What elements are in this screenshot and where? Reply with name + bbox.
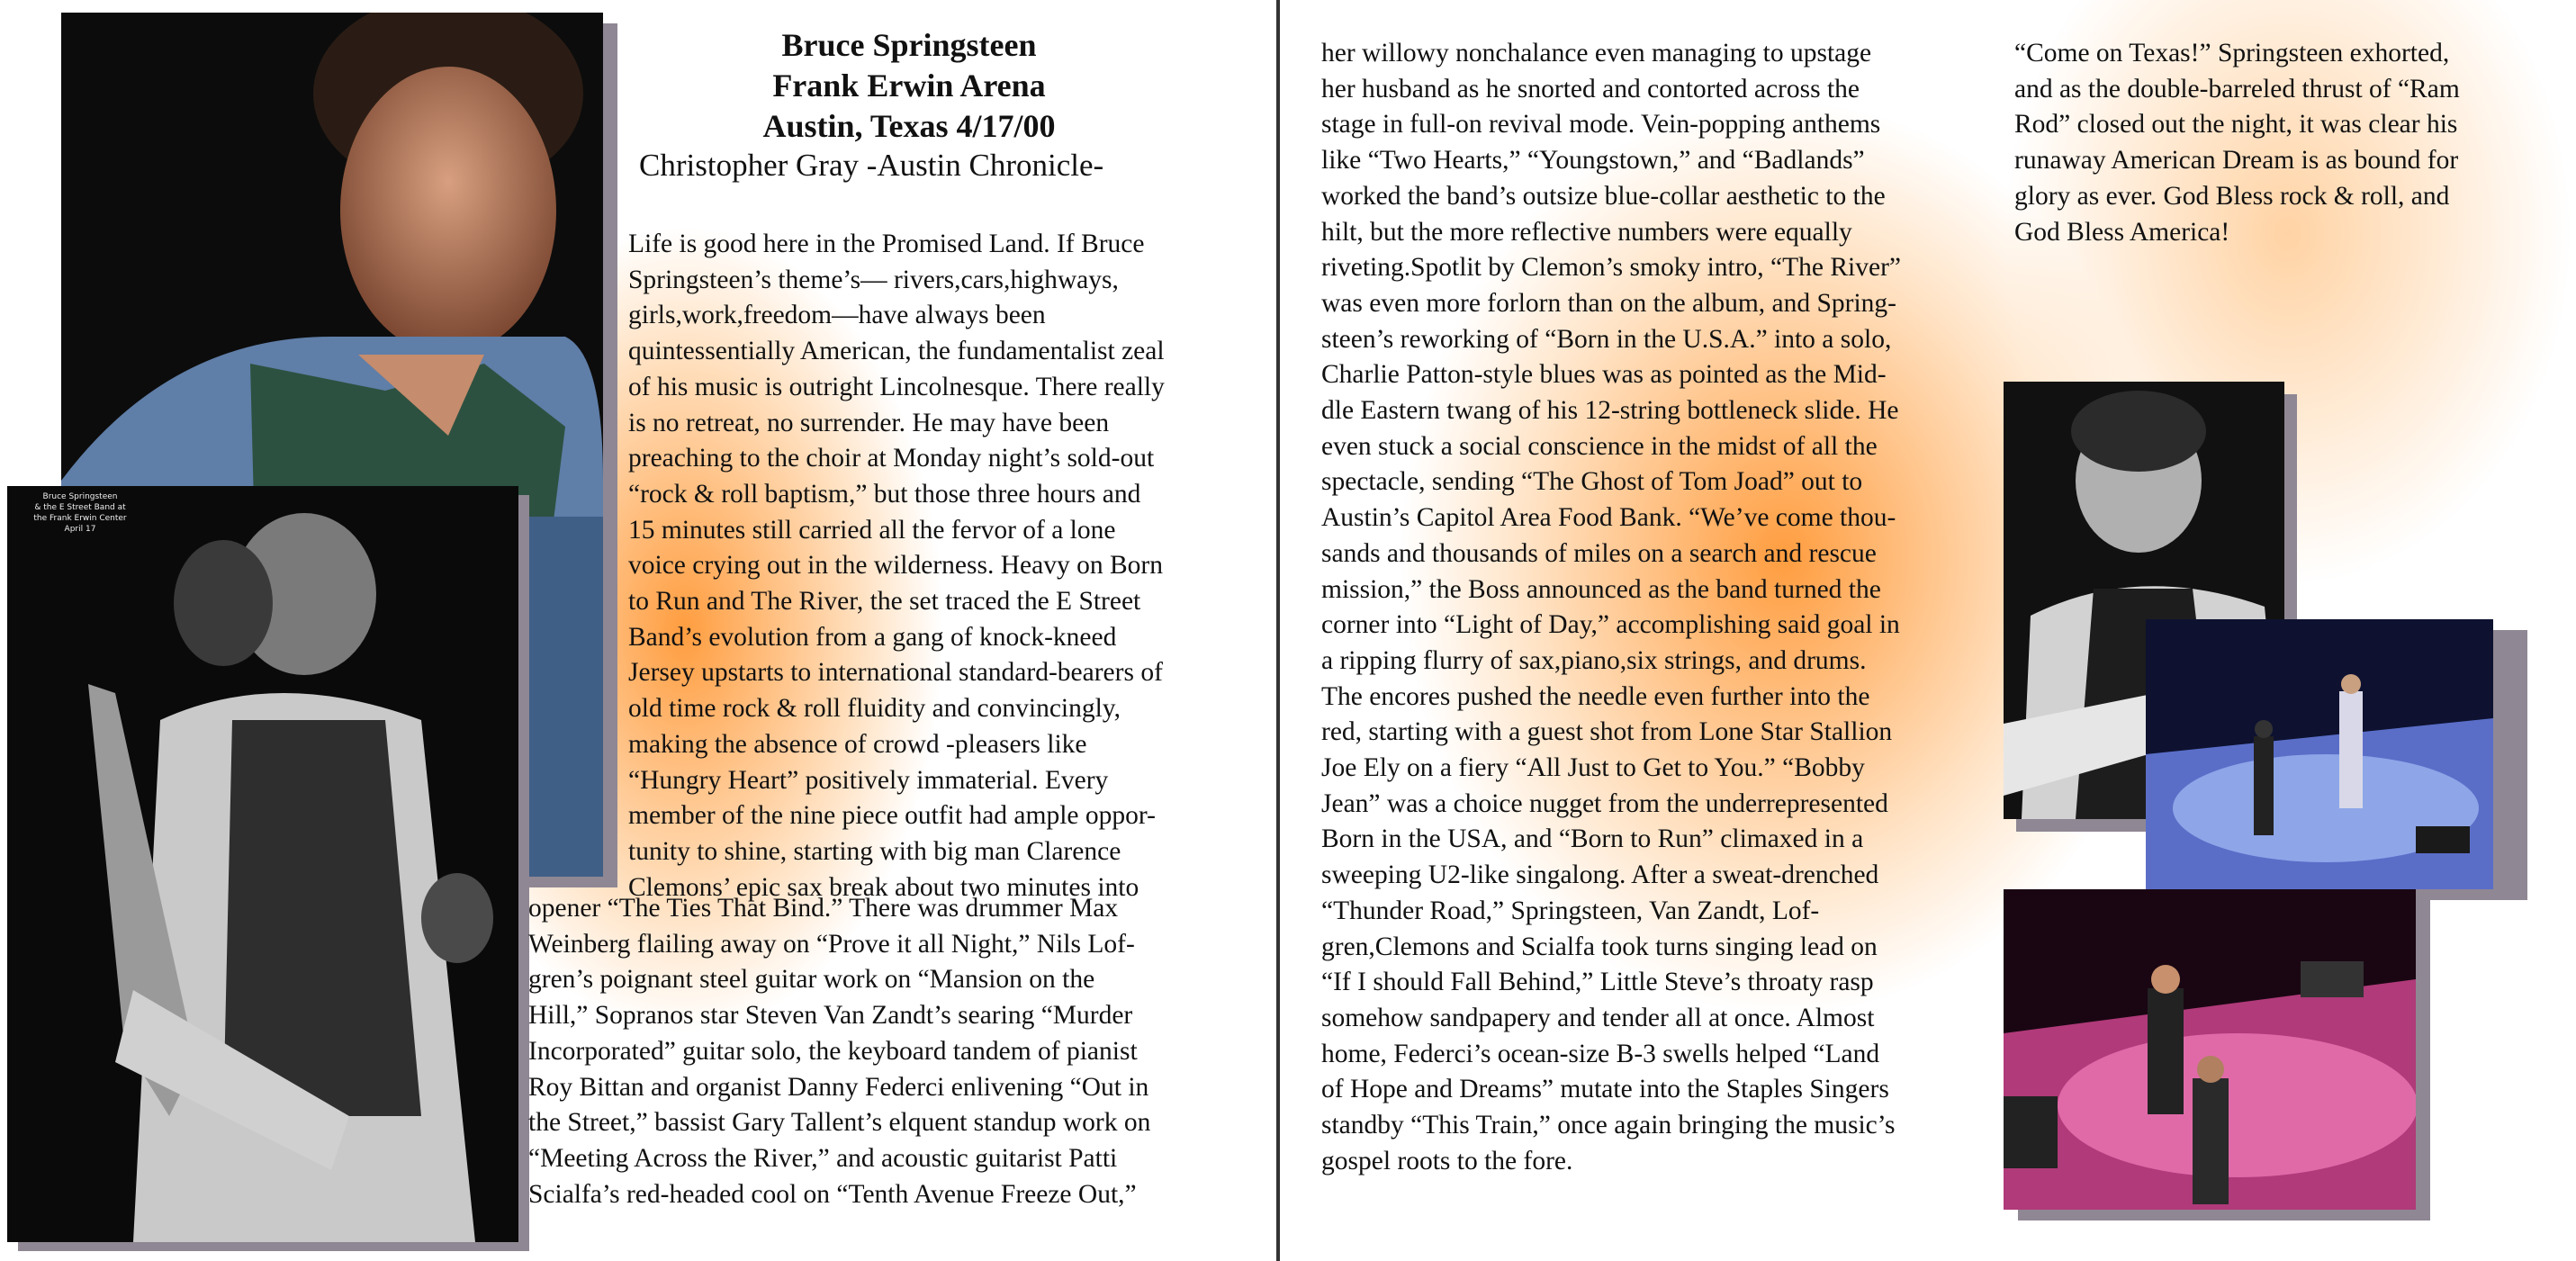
text-line: making the absence of crowd -pleasers like <box>628 729 1087 759</box>
text-line: Charlie Patton-style blues was as pointed as the Mid- <box>1321 360 1887 390</box>
text-line: Rod” closed out the night, it was clear his <box>2014 110 2458 140</box>
text-line: old time rock & roll fluidity and convincingly, <box>628 694 1121 724</box>
text-line: “rock & roll baptism,” but those three hours and <box>628 479 1141 509</box>
text-line: runaway American Dream is as bound for <box>2014 146 2459 176</box>
text-line: is no retreat, no surrender. He may have been <box>628 408 1110 437</box>
text-line: Springsteen’s theme’s— rivers,cars,highways, <box>628 265 1119 294</box>
photo-caption <box>13 491 148 535</box>
photo-stage-red <box>2004 889 2416 1210</box>
text-line: a ripping flurry of sax,piano,six strings, and drums. <box>1321 645 1867 675</box>
text-line: Born in the USA, and “Born to Run” climaxed in a <box>1321 824 1864 854</box>
text-line: Incorporated” guitar solo, the keyboard tandem of pianist <box>528 1036 1138 1066</box>
text-line: Clemons’ epic sax break about two minutes into <box>628 872 1139 902</box>
text-line: Jean” was a choice nugget from the underrepresented <box>1321 788 1888 818</box>
text-line: glory as ever. God Bless rock & roll, and <box>2014 181 2450 211</box>
text-line: 15 minutes still carried all the fervor of a lone <box>628 515 1116 545</box>
text-line: opener “The Ties That Bind.” There was drummer Max <box>528 894 1119 923</box>
article-body-column-2 <box>2014 36 2545 250</box>
text-line: preaching to the choir at Monday night’s sold-out <box>628 444 1155 473</box>
text-line: member of the nine piece outfit had ample oppor- <box>628 801 1156 831</box>
text-line: Life is good here in the Promised Land. If Bruce <box>628 230 1145 258</box>
text-line: Joe Ely on a fiery “All Just to Get to You.” “Bobby <box>1321 753 1865 783</box>
photo-caption-line: the Frank Erwin Center <box>33 514 127 523</box>
left-page <box>0 0 1276 1261</box>
photo-guitar-and-sax <box>7 486 518 1242</box>
article-body-lower <box>528 891 1244 1212</box>
header-city-date: Austin, Texas 4/17/00 <box>762 108 1056 144</box>
text-line: her husband as he snorted and contorted across the <box>1321 74 1860 104</box>
text-line: Band’s evolution from a gang of knock-kneed <box>628 622 1117 652</box>
text-line: sands and thousands of miles on a search and rescue <box>1321 538 1877 568</box>
text-line: of Hope and Dreams” mutate into the Staples Singers <box>1321 1075 1889 1104</box>
text-line: Jersey upstarts to international standard-bearers of <box>628 658 1163 688</box>
text-line: even stuck a social conscience in the midst of all the <box>1321 431 1878 461</box>
text-line: red, starting with a guest shot from Lone Star Stallion <box>1321 717 1893 747</box>
text-line: gren’s poignant steel guitar work on “Mansion on the <box>528 965 1095 995</box>
text-line: her willowy nonchalance even managing to upstage <box>1321 39 1872 68</box>
photo-caption-line: Bruce Springsteen <box>42 492 118 501</box>
text-line: corner into “Light of Day,” accomplishing said goal in <box>1321 610 1900 640</box>
text-line: the Street,” bassist Gary Tallent’s elquent standup work on <box>528 1108 1151 1138</box>
text-line: spectacle, sending “The Ghost of Tom Joad” out to <box>1321 467 1863 497</box>
text-line: was even more forlorn than on the album, and Spring- <box>1321 288 1897 318</box>
photo-stage-blue <box>2146 619 2493 889</box>
text-line: Scialfa’s red-headed cool on “Tenth Avenue Freeze Out,” <box>528 1179 1137 1209</box>
text-line: “If I should Fall Behind,” Little Steve’s throaty rasp <box>1321 968 1874 997</box>
article-body-upper <box>628 227 1237 905</box>
text-line: The encores pushed the needle even further into the <box>1321 681 1870 711</box>
text-line: God Bless America! <box>2014 217 2230 247</box>
text-line: somehow sandpapery and tender all at once. Almost <box>1321 1003 1875 1032</box>
text-line: Roy Bittan and organist Danny Federci enlivening “Out in <box>528 1072 1149 1102</box>
text-line: and as the double-barreled thrust of “Ram <box>2014 74 2460 104</box>
right-page <box>1280 0 2576 1261</box>
text-line: mission,” the Boss announced as the band turned the <box>1321 574 1881 604</box>
text-line: dle Eastern twang of his 12-string bottleneck slide. He <box>1321 396 1899 426</box>
text-line: gospel roots to the fore. <box>1321 1146 1573 1175</box>
article-body-column-1 <box>1321 36 2023 1180</box>
text-line: of his music is outright Lincolnesque. There really <box>628 372 1165 401</box>
text-line: Austin’s Capitol Area Food Bank. “We’ve come thou- <box>1321 503 1896 533</box>
text-line: voice crying out in the wilderness. Heavy on Born <box>628 551 1163 581</box>
byline: Christopher Gray -Austin Chronicle- <box>639 148 1104 183</box>
text-line: like “Two Hearts,” “Youngstown,” and “Badlands” <box>1321 146 1865 176</box>
text-line: standby “This Train,” once again bringing the music’s <box>1321 1111 1896 1140</box>
header-artist: Bruce Springsteen <box>781 27 1037 63</box>
photo-caption-line: & the E Street Band at <box>34 503 126 512</box>
text-line: “Come on Texas!” Springsteen exhorted, <box>2014 39 2450 68</box>
text-line: to Run and The River, the set traced the E Street <box>628 587 1141 617</box>
text-line: tunity to shine, starting with big man Clarence <box>628 836 1121 866</box>
article-header <box>630 25 1188 147</box>
text-line: sweeping U2-like singalong. After a sweat-drenched <box>1321 860 1879 890</box>
text-line: “Meeting Across the River,” and acoustic guitarist Patti <box>528 1143 1118 1173</box>
text-line: riveting.Spotlit by Clemon’s smoky intro, “The River” <box>1321 253 1902 283</box>
text-line: hilt, but the more reflective numbers were equally <box>1321 217 1852 247</box>
text-line: quintessentially American, the fundamentalist zeal <box>628 337 1165 366</box>
text-line: home, Federci’s ocean-size B-3 swells helped “Land <box>1321 1039 1880 1068</box>
text-line: “Hungry Heart” positively immaterial. Every <box>628 765 1109 795</box>
text-line: Weinberg flailing away on “Prove it all Night,” Nils Lof- <box>528 929 1135 959</box>
header-venue: Frank Erwin Arena <box>772 68 1046 104</box>
text-line: worked the band’s outsize blue-collar aesthetic to the <box>1321 181 1886 211</box>
text-line: gren,Clemons and Scialfa took turns singing lead on <box>1321 932 1878 961</box>
text-line: girls,work,freedom—have always been <box>628 301 1046 330</box>
text-line: Hill,” Sopranos star Steven Van Zandt’s searing “Murder <box>528 1001 1133 1031</box>
text-line: “Thunder Road,” Springsteen, Van Zandt, Lof- <box>1321 896 1820 925</box>
text-line: stage in full-on revival mode. Vein-popping anthems <box>1321 110 1881 140</box>
text-line: steen’s reworking of “Born in the U.S.A.” into a solo, <box>1321 324 1892 354</box>
photo-caption-line: April 17 <box>64 525 96 534</box>
